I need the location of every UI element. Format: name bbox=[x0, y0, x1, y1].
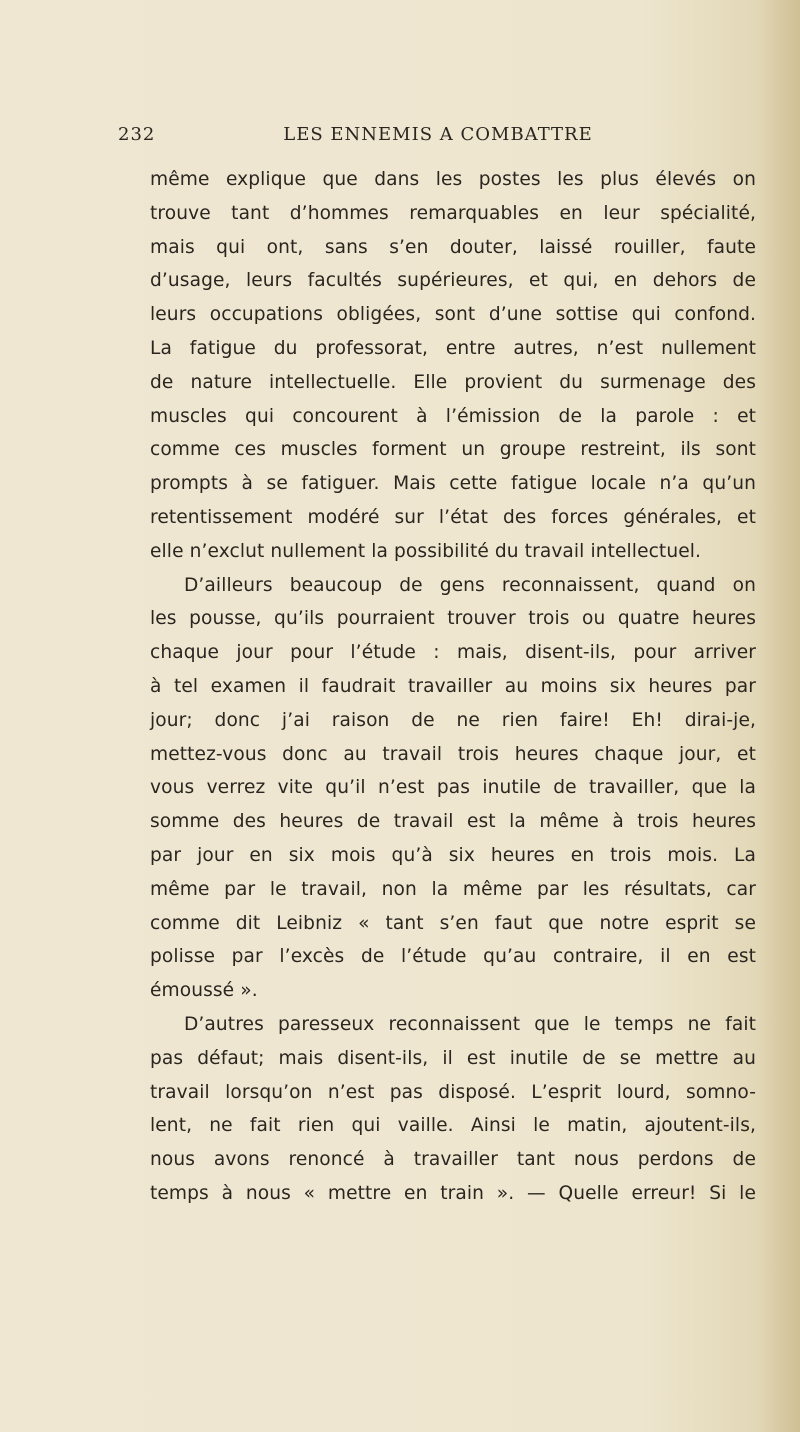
text-line: même explique que dans les postes les plus élevés on bbox=[150, 169, 756, 190]
text-line: émoussé ». bbox=[150, 980, 258, 1002]
text-line: La fatigue du professorat, entre autres, n’est nullement bbox=[150, 337, 756, 359]
text-line: jour; donc j’ai raison de ne rien faire! Eh! dirai-je, bbox=[150, 709, 756, 731]
page-number: 232 bbox=[118, 124, 156, 145]
text-line: elle n’exclut nullement la possibilité du travail intellectuel. bbox=[150, 540, 702, 562]
text-line: par jour en six mois qu’à six heures en trois mois. La bbox=[150, 844, 756, 866]
text-line: polisse par l’excès de l’étude qu’au contraire, il en est bbox=[150, 946, 756, 968]
text-line: les pousse, qu’ils pourraient trouver trois ou quatre heures bbox=[150, 608, 756, 630]
running-head: LES ENNEMIS A COMBATTRE bbox=[283, 124, 593, 145]
text-line: pas défaut; mais disent-ils, il est inutile de se mettre au bbox=[150, 1047, 756, 1069]
text-line: lent, ne fait rien qui vaille. Ainsi le matin, ajoutent-ils, bbox=[150, 1115, 756, 1137]
text-line: d’usage, leurs facultés supérieures, et qui, en dehors de bbox=[150, 270, 756, 292]
text-line: mettez-vous donc au travail trois heures chaque jour, et bbox=[150, 743, 756, 765]
text-line: même par le travail, non la même par les résultats, car bbox=[150, 878, 756, 900]
text-line: temps à nous « mettre en train ». — Quelle erreur! Si le bbox=[150, 1182, 756, 1204]
text-line: trouve tant d’hommes remarquables en leur spécialité, bbox=[150, 202, 756, 224]
text-line: vous verrez vite qu’il n’est pas inutile de travailler, que la bbox=[150, 777, 756, 799]
text-line: somme des heures de travail est la même à trois heures bbox=[150, 811, 756, 833]
text-line: travail lorsqu’on n’est pas disposé. L’esprit lourd, somno- bbox=[150, 1081, 756, 1103]
text-line: D’ailleurs beaucoup de gens reconnaissent, quand on bbox=[184, 574, 756, 596]
page-edge-shadow bbox=[760, 0, 800, 1432]
text-line: nous avons renoncé à travailler tant nous perdons de bbox=[150, 1149, 756, 1171]
text-line: comme ces muscles forment un groupe restreint, ils sont bbox=[150, 439, 756, 461]
text-line: de nature intellectuelle. Elle provient du surmenage des bbox=[150, 371, 756, 393]
text-line: prompts à se fatiguer. Mais cette fatigue locale n’a qu’un bbox=[150, 473, 756, 495]
text-line: leurs occupations obligées, sont d’une sottise qui confond. bbox=[150, 304, 756, 326]
text-line: retentissement modéré sur l’état des forces générales, et bbox=[150, 506, 756, 528]
body-text bbox=[150, 163, 756, 1211]
text-line: mais qui ont, sans s’en douter, laissé rouiller, faute bbox=[150, 236, 756, 258]
text-line: D’autres paresseux reconnaissent que le temps ne fait bbox=[184, 1013, 756, 1035]
text-line: muscles qui concourent à l’émission de la parole : et bbox=[150, 405, 756, 427]
page-header bbox=[118, 124, 758, 152]
text-line: comme dit Leibniz « tant s’en faut que notre esprit se bbox=[150, 912, 756, 934]
text-line: chaque jour pour l’étude : mais, disent-ils, pour arriver bbox=[150, 642, 756, 664]
text-line: à tel examen il faudrait travailler au moins six heures par bbox=[150, 675, 756, 697]
